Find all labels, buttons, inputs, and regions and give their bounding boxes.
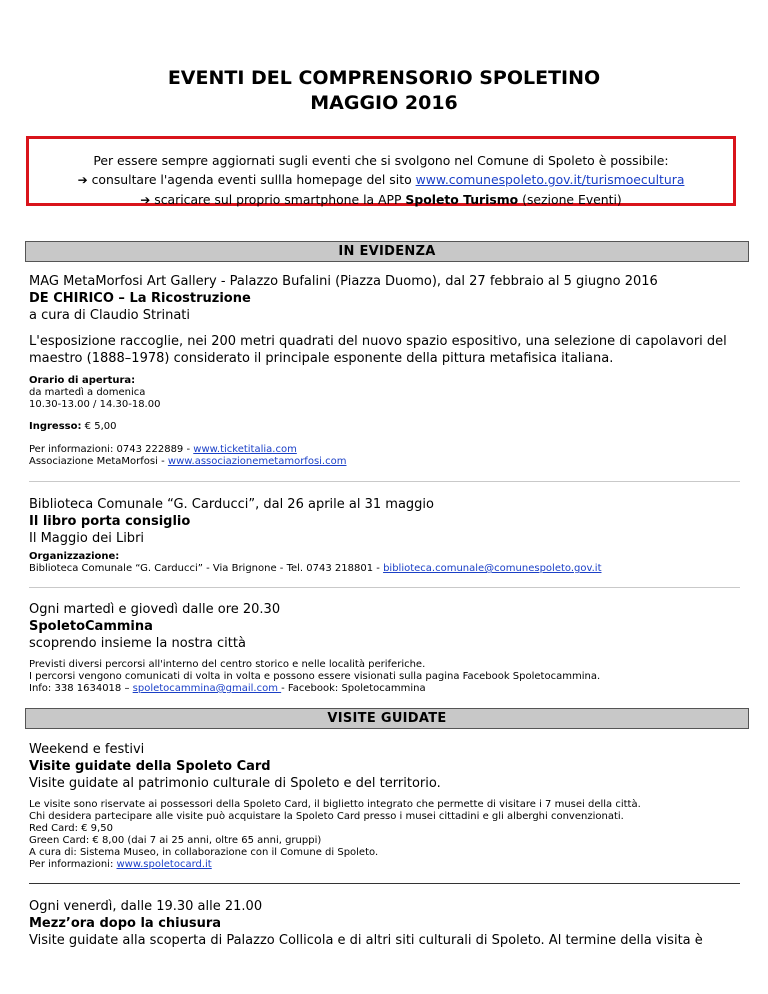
event2-org-label: Organizzazione: bbox=[29, 551, 120, 562]
info-text: Per informazioni: bbox=[29, 859, 117, 870]
notice-line3 bbox=[29, 190, 733, 210]
event3-subtitle: scoprendo insieme la nostra città bbox=[29, 636, 246, 651]
event2-org bbox=[29, 563, 602, 575]
section-in-evidenza: IN EVIDENZA bbox=[25, 241, 749, 262]
event4-subtitle: Visite guidate al patrimonio culturale di Spoleto e del territorio. bbox=[29, 776, 441, 791]
notice-line2-text: consultare l'agenda eventi sullla homepage del sito bbox=[91, 172, 416, 187]
event1-where: MAG MetaMorfosi Art Gallery - Palazzo Bufalini (Piazza Duomo), dal 27 febbraio al 5 giugno 2016 bbox=[29, 274, 658, 289]
event3-desc1: Previsti diversi percorsi all'interno del centro storico e nelle località periferiche. bbox=[29, 659, 426, 670]
event3-where: Ogni martedì e giovedì dalle ore 20.30 bbox=[29, 602, 281, 617]
event3-desc2: I percorsi vengono comunicati di volta in volta e possono essere visionati sulla pagina Facebook Spoletocammina. bbox=[29, 671, 601, 682]
event4-desc4: Green Card: € 8,00 (dai 7 ai 25 anni, oltre 65 anni, gruppi) bbox=[29, 835, 322, 846]
event1-hours-label: Orario di apertura: bbox=[29, 375, 136, 386]
event2-where: Biblioteca Comunale “G. Carducci”, dal 26 aprile al 31 maggio bbox=[29, 497, 434, 512]
separator bbox=[29, 481, 740, 482]
info1-text: Per informazioni: 0743 222889 - bbox=[29, 444, 194, 455]
ticketitalia-link[interactable]: www.ticketitalia.com bbox=[193, 444, 297, 455]
spoletocammina-email-link[interactable]: spoletocammina@gmail.com bbox=[132, 683, 282, 694]
metamorfosi-link[interactable]: www.associazionemetamorfosi.com bbox=[167, 456, 347, 467]
event1-desc-line2: maestro (1888–1978) considerato il principale esponente della pittura metafisica italiana. bbox=[29, 351, 614, 366]
biblioteca-email-link[interactable]: biblioteca.comunale@comunespoleto.gov.it bbox=[383, 563, 602, 574]
event1-ingresso bbox=[29, 421, 117, 433]
separator bbox=[29, 883, 740, 884]
notice-line3-text: scaricare sul proprio smartphone la APP bbox=[154, 192, 406, 207]
event2-title: Il libro porta consiglio bbox=[29, 514, 191, 529]
event5-where: Ogni venerdì, dalle 19.30 alle 21.00 bbox=[29, 899, 263, 914]
app-name: Spoleto Turismo bbox=[405, 192, 519, 207]
info-tail: - Facebook: Spoletocammina bbox=[281, 683, 426, 694]
event3-title: SpoletoCammina bbox=[29, 619, 153, 634]
page-title-line2: MAGGIO 2016 bbox=[310, 92, 458, 114]
page-title-line1: EVENTI DEL COMPRENSORIO SPOLETINO bbox=[167, 67, 601, 89]
spoletocard-link[interactable]: www.spoletocard.it bbox=[116, 859, 212, 870]
event4-desc5: A cura di: Sistema Museo, in collaborazione con il Comune di Spoleto. bbox=[29, 847, 379, 858]
ingresso-value: € 5,00 bbox=[81, 421, 117, 432]
event4-desc6 bbox=[29, 859, 212, 871]
event2-subtitle: Il Maggio dei Libri bbox=[29, 531, 145, 546]
arrow-right-icon: ➔ bbox=[140, 193, 151, 207]
section-visite-guidate: VISITE GUIDATE bbox=[25, 708, 749, 729]
separator bbox=[29, 587, 740, 588]
notice-line2 bbox=[29, 170, 733, 190]
arrow-right-icon: ➔ bbox=[77, 173, 88, 187]
comunespoleto-link[interactable]: www.comunespoleto.gov.it/turismoecultura bbox=[415, 172, 685, 187]
notice-line1: Per essere sempre aggiornati sugli eventi che si svolgono nel Comune di Spoleto è possibile: bbox=[93, 153, 669, 168]
event4-desc3: Red Card: € 9,50 bbox=[29, 823, 113, 834]
event1-hours2: 10.30-13.00 / 14.30-18.00 bbox=[29, 399, 161, 410]
notice-box bbox=[26, 136, 736, 206]
notice-line3-tail: (sezione Eventi) bbox=[518, 192, 622, 207]
info2-text: Associazione MetaMorfosi - bbox=[29, 456, 168, 467]
org-text: Biblioteca Comunale “G. Carducci” - Via Brignone - Tel. 0743 218801 - bbox=[29, 563, 384, 574]
event3-desc3 bbox=[29, 683, 426, 695]
event4-title: Visite guidate della Spoleto Card bbox=[29, 759, 271, 774]
event1-info2 bbox=[29, 456, 346, 468]
event5-subtitle: Visite guidate alla scoperta di Palazzo Collicola e di altri siti culturali di Spoleto. Al termine della visita è bbox=[29, 933, 703, 948]
event4-where: Weekend e festivi bbox=[29, 742, 145, 757]
event4-desc1: Le visite sono riservate ai possessori della Spoleto Card, il biglietto integrato che permette di visitare i 7 musei della città. bbox=[29, 799, 641, 810]
ingresso-label: Ingresso: bbox=[29, 421, 82, 432]
event1-desc-line1: L'esposizione raccoglie, nei 200 metri quadrati del nuovo spazio espositivo, una selezione di capolavori del bbox=[29, 334, 727, 349]
event5-title: Mezz’ora dopo la chiusura bbox=[29, 916, 222, 931]
event4-desc2: Chi desidera partecipare alle visite può acquistare la Spoleto Card presso i musei cittadini e gli alberghi convenzionati. bbox=[29, 811, 624, 822]
event1-title: DE CHIRICO – La Ricostruzione bbox=[29, 291, 251, 306]
event1-subtitle: a cura di Claudio Strinati bbox=[29, 308, 190, 323]
info-text: Info: 338 1634018 – bbox=[29, 683, 133, 694]
event1-hours1: da martedì a domenica bbox=[29, 387, 146, 398]
event1-info1 bbox=[29, 444, 297, 456]
